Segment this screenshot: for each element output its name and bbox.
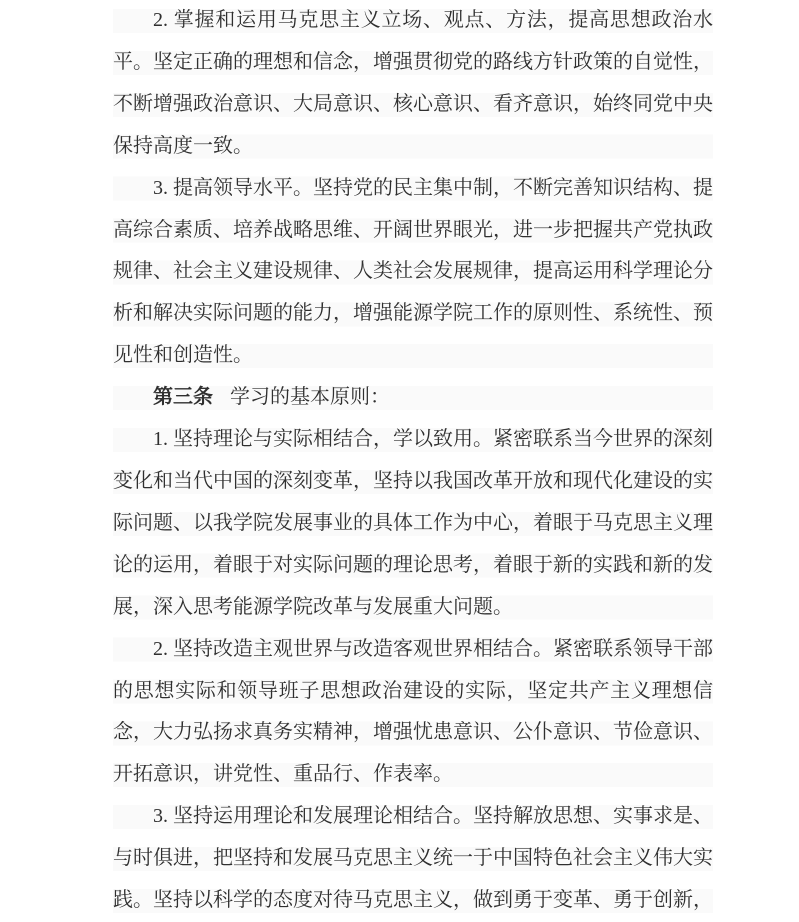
article-title: 学习的基本原则： xyxy=(230,386,390,409)
article-number: 第三条 xyxy=(153,386,213,409)
paragraph-principle-1: 1. 坚持理论与实际相结合，学以致用。紧密联系当今世界的深刻变化和当代中国的深刻变革，坚持以我国改革开放和现代化建设的实际问题、以我学院发展事业的具体工作为中心，着眼于马克思主义理论的运用，着眼于对实际问题的理论思考，着眼于新的实践和新的发展，深入思考能源学院改革与发展重大问题。 xyxy=(113,428,713,618)
article-3-heading-line xyxy=(113,377,713,419)
paragraph-principle-3: 3. 坚持运用理论和发展理论相结合。坚持解放思想、实事求是、与时俱进，把坚持和发展马克思主义统一于中国特色社会主义伟大实践。坚持以科学的态度对待马克思主义，做到勇于变革、勇于创新， xyxy=(113,805,713,912)
paragraph-principle-2: 2. 坚持改造主观世界与改造客观世界相结合。紧密联系领导干部的思想实际和领导班子思想政治建设的实际，坚定共产主义理想信念，大力弘扬求真务实精神，增强忧患意识、公仆意识、节俭意识、开拓意识，讲党性、重品行、作表率。 xyxy=(113,637,713,786)
paragraph-point-3-leadership: 3. 提高领导水平。坚持党的民主集中制，不断完善知识结构、提高综合素质、培养战略思维、开阔世界眼光，进一步把握共产党执政规律、社会主义建设规律、人类社会发展规律，提高运用科学理论分析和解决实际问题的能力，增强能源学院工作的原则性、系统性、预见性和创造性。 xyxy=(113,176,713,367)
text-column xyxy=(113,0,713,922)
paragraph-point-2-grasp-marxism: 2. 掌握和运用马克思主义立场、观点、方法，提高思想政治水平。坚定正确的理想和信念，增强贯彻党的路线方针政策的自觉性，不断增强政治意识、大局意识、核心意识、看齐意识，始终同党中央保持高度一致。 xyxy=(113,9,713,157)
